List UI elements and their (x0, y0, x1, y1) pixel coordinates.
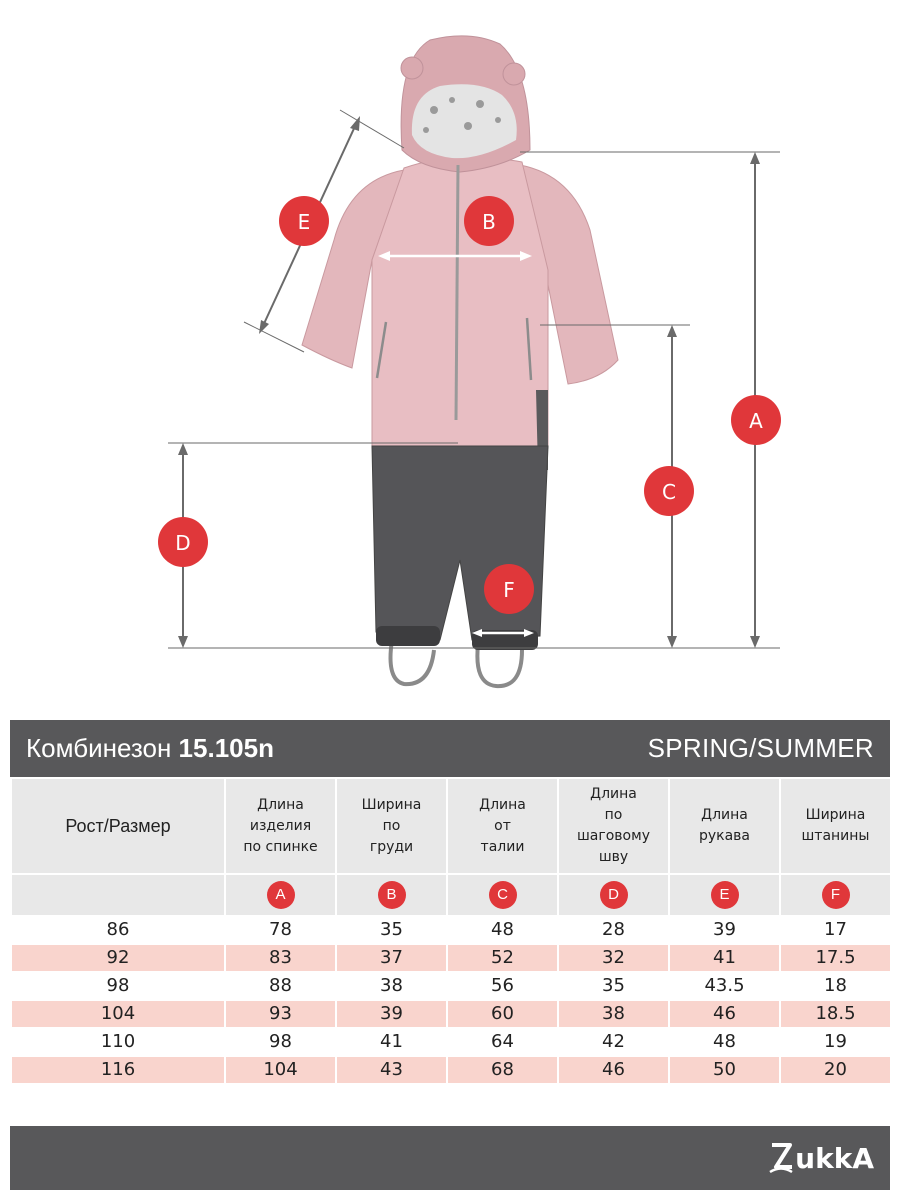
measurement-cell: 60 (447, 1000, 558, 1028)
column-header-line: Ширина (805, 807, 866, 823)
badge-d: D (600, 881, 628, 909)
column-header-line: Длина (257, 796, 304, 813)
column-header-line: талии (480, 838, 525, 855)
size-cell: 98 (11, 972, 225, 1000)
measurement-cell: 56 (447, 972, 558, 1000)
column-header-line: груди (369, 838, 414, 855)
table-body (11, 916, 891, 1084)
table-header-row (11, 778, 891, 874)
product-model: 15.105n (178, 733, 274, 763)
table-row (11, 1028, 891, 1056)
table-badge-row (11, 874, 891, 916)
measurement-cell: 42 (558, 1028, 669, 1056)
table-row (11, 944, 891, 972)
measurement-cell: 38 (336, 972, 447, 1000)
marker-a-label: A (749, 409, 763, 433)
marker-b (464, 196, 514, 246)
marker-d-label: D (175, 531, 191, 555)
column-header-line: Длина (479, 796, 526, 813)
column-header-a (225, 778, 336, 874)
column-header-line: шву (598, 849, 629, 865)
measurement-cell: 46 (558, 1056, 669, 1084)
badge-a: A (267, 881, 295, 909)
measurement-cell: 19 (780, 1028, 891, 1056)
measurement-cell: 52 (447, 944, 558, 972)
marker-e (279, 196, 329, 246)
product-header (10, 720, 890, 777)
table-row (11, 1056, 891, 1084)
size-cell: 86 (11, 916, 225, 944)
season-label: SPRING/SUMMER (647, 733, 874, 763)
measurement-cell: 38 (558, 1000, 669, 1028)
badge-e: E (711, 881, 739, 909)
product-type: Комбинезон (26, 733, 172, 763)
table-row (11, 1000, 891, 1028)
column-header-line: штанины (801, 828, 870, 844)
column-header-f (780, 778, 891, 874)
column-header-line: по (604, 807, 623, 823)
column-header-d (558, 778, 669, 874)
measurement-cell: 18.5 (780, 1000, 891, 1028)
marker-a (731, 395, 781, 445)
marker-f (484, 564, 534, 614)
column-header-line: Длина (701, 807, 748, 823)
size-chart-table (10, 777, 892, 1085)
measurement-cell: 83 (225, 944, 336, 972)
measurement-cell: 39 (336, 1000, 447, 1028)
size-cell: 92 (11, 944, 225, 972)
brand-footer (10, 1126, 890, 1190)
measurement-cell: 43 (336, 1056, 447, 1084)
size-cell: 104 (11, 1000, 225, 1028)
measurement-cell: 68 (447, 1056, 558, 1084)
measurement-cell: 48 (447, 916, 558, 944)
measurement-cell: 104 (225, 1056, 336, 1084)
badge-b: B (378, 881, 406, 909)
product-title (26, 720, 274, 777)
column-header-size: Рост/Размер (11, 778, 225, 874)
overall-illustration (302, 36, 618, 686)
size-cell: 116 (11, 1056, 225, 1084)
column-header-line: Длина (590, 786, 637, 802)
measurement-cell: 32 (558, 944, 669, 972)
column-header-line: по спинке (243, 838, 318, 855)
measurement-cell: 93 (225, 1000, 336, 1028)
measurement-cell: 41 (669, 944, 780, 972)
measurement-cell: 41 (336, 1028, 447, 1056)
zukka-logo-icon (768, 1141, 794, 1175)
badge-cell-empty (11, 874, 225, 916)
table-row (11, 972, 891, 1000)
measurement-cell: 43.5 (669, 972, 780, 1000)
measurement-cell: 35 (336, 916, 447, 944)
column-header-e (669, 778, 780, 874)
marker-e-label: E (297, 210, 311, 234)
measurement-cell: 37 (336, 944, 447, 972)
column-header-line: от (494, 817, 511, 834)
badge-c: C (489, 881, 517, 909)
measurement-cell: 18 (780, 972, 891, 1000)
size-cell: 110 (11, 1028, 225, 1056)
measurement-cell: 46 (669, 1000, 780, 1028)
measurement-cell: 48 (669, 1028, 780, 1056)
measurement-cell: 28 (558, 916, 669, 944)
measurement-cell: 78 (225, 916, 336, 944)
brand-logo (768, 1134, 874, 1182)
column-header-line: по (382, 817, 401, 834)
marker-b-label: B (482, 210, 496, 234)
measurement-cell: 64 (447, 1028, 558, 1056)
column-header-line: рукава (698, 828, 751, 844)
column-header-line: изделия (249, 817, 312, 834)
column-header-b (336, 778, 447, 874)
measurement-cell: 20 (780, 1056, 891, 1084)
marker-f-label: F (503, 578, 515, 602)
measurement-cell: 17.5 (780, 944, 891, 972)
measurement-cell: 39 (669, 916, 780, 944)
marker-d (158, 517, 208, 567)
column-header-line: шаговому (577, 828, 650, 844)
measurement-cell: 17 (780, 916, 891, 944)
column-header-c (447, 778, 558, 874)
measurement-cell: 88 (225, 972, 336, 1000)
measurement-cell: 98 (225, 1028, 336, 1056)
badge-f: F (822, 881, 850, 909)
marker-c-label: C (662, 480, 676, 504)
measurement-cell: 35 (558, 972, 669, 1000)
brand-name: ukkA (795, 1141, 874, 1175)
table-row (11, 916, 891, 944)
measurement-cell: 50 (669, 1056, 780, 1084)
marker-c (644, 466, 694, 516)
column-header-line: Ширина (361, 796, 422, 813)
